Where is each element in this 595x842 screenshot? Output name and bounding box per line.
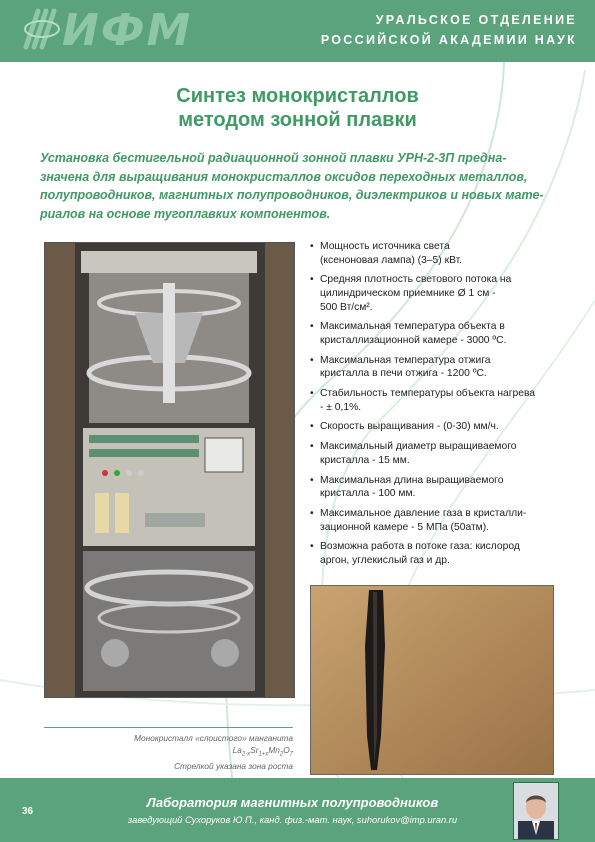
caption-line-1: Монокристалл «слоистого» манганита (134, 733, 293, 743)
ifm-logo (22, 6, 232, 56)
lead-line-4: риалов на основе тугоплавких компонентов. (40, 206, 331, 221)
caption-divider (44, 727, 293, 728)
organization-name (321, 10, 577, 50)
item-line: Стабильность температуры объекта нагрева (320, 388, 536, 400)
item-line: Максимальная температура объекта в (320, 321, 505, 333)
formula-sub: 7 (289, 751, 293, 758)
list-item: • Максимальная температура отжига кристалла в печи отжига - 1200 ºС. (310, 354, 580, 381)
item-line: зационной камере - 5 МПа (50атм). (320, 521, 490, 533)
lead-line-1: Установка бестигельной радиационной зонной плавки УРН-2-3П предна- (40, 151, 507, 165)
list-item: • Стабильность температуры объекта нагрева - ± 0,1%. (310, 387, 580, 414)
formula-part: La (232, 744, 242, 755)
crystal-photo (310, 585, 554, 775)
item-line: Скорость выращивания - (0-30) мм/ч. (320, 421, 499, 433)
list-item: • Мощность источника света (ксеноновая лампа) (3–5) кВт. (310, 240, 580, 267)
formula-sub: 1+x (258, 751, 269, 758)
item-line: аргон, углекислый газ и др. (320, 554, 450, 566)
list-item: • Максимальная температура объекта в кристаллизационной камере - 3000 ºС. (310, 320, 580, 347)
list-item: • Максимальная длина выращиваемого кристалла - 100 мм. (310, 474, 580, 501)
item-line: кристалла в печи отжига - 1200 ºС. (320, 368, 487, 380)
lab-name: Лаборатория магнитных полупроводников (146, 795, 439, 810)
installation-photo (44, 242, 295, 698)
item-line: Возможна работа в потоке газа: кислород (320, 541, 520, 553)
footer-band (0, 778, 595, 842)
list-item: • Максимальный диаметр выращиваемого кристалла - 15 мм. (310, 440, 580, 467)
title-line-2: методом зонной плавки (178, 109, 417, 131)
list-item: • Максимальное давление газа в кристалли- зационной камере - 5 МПа (50атм). (310, 507, 580, 534)
org-line-2: РОССИЙСКОЙ АКАДЕМИИ НАУК (320, 33, 577, 47)
formula-sub: 2 (279, 751, 284, 758)
item-line: кристаллизационной камере - 3000 ºС. (320, 334, 507, 346)
item-line: Средняя плотность светового потока на (320, 274, 512, 286)
item-line: 500 Вт/см². (320, 301, 373, 313)
item-line: Максимальная температура отжига (320, 354, 491, 366)
list-item: • Средняя плотность светового потока на цилиндрическом приемнике Ø 1 см - 500 Вт/см². (310, 273, 580, 314)
features-list (310, 240, 580, 574)
item-line: Максимальный диаметр выращиваемого (320, 441, 517, 453)
list-item: • Возможна работа в потоке газа: кислород аргон, углекислый газ и др. (310, 540, 580, 567)
logo-text: ИФМ (62, 5, 193, 56)
formula-part: Mn (268, 744, 280, 755)
lab-head: заведующий Сухоруков Ю.П., канд. физ.-мат. наук, suhorukov@imp.uran.ru (127, 814, 458, 825)
item-line: Максимальная длина выращиваемого (320, 474, 504, 486)
org-line-1: УРАЛЬСКОЕ ОТДЕЛЕНИЕ (375, 13, 577, 27)
item-line: Максимальное давление газа в кристалли- (320, 508, 527, 519)
list-item: • Скорость выращивания - (0-30) мм/ч. (310, 420, 580, 434)
lead-line-2: значена для выращивания монокристаллов оксидов переходных металлов, (40, 169, 528, 184)
item-line: Мощность источника света (320, 241, 450, 252)
title-line-1: Синтез монокристаллов (176, 85, 419, 107)
photo-caption (44, 733, 293, 772)
lead-paragraph (40, 149, 575, 223)
caption-line-3: Стрелкой указана зона роста (174, 760, 293, 771)
item-line: цилиндрическом приемнике Ø 1 см - (320, 287, 496, 299)
item-line: кристалла - 100 мм. (320, 488, 416, 500)
item-line: (ксеноновая лампа) (3–5) кВт. (320, 254, 463, 266)
page-title (0, 84, 595, 132)
logo-emblem-icon (22, 7, 62, 51)
item-line: - ± 0,1%. (320, 401, 362, 413)
formula-part: O (283, 744, 290, 755)
formula-part: Sr (250, 744, 259, 755)
caption-formula (44, 745, 293, 761)
page-number: 36 (22, 806, 34, 817)
formula-sub: 2-x (241, 751, 251, 758)
header-band (0, 0, 595, 62)
lead-line-3: полупроводников, магнитных полупроводников, диэлектриков и новых мате- (40, 188, 544, 202)
item-line: кристалла - 15 мм. (320, 454, 410, 466)
head-portrait (513, 782, 559, 840)
